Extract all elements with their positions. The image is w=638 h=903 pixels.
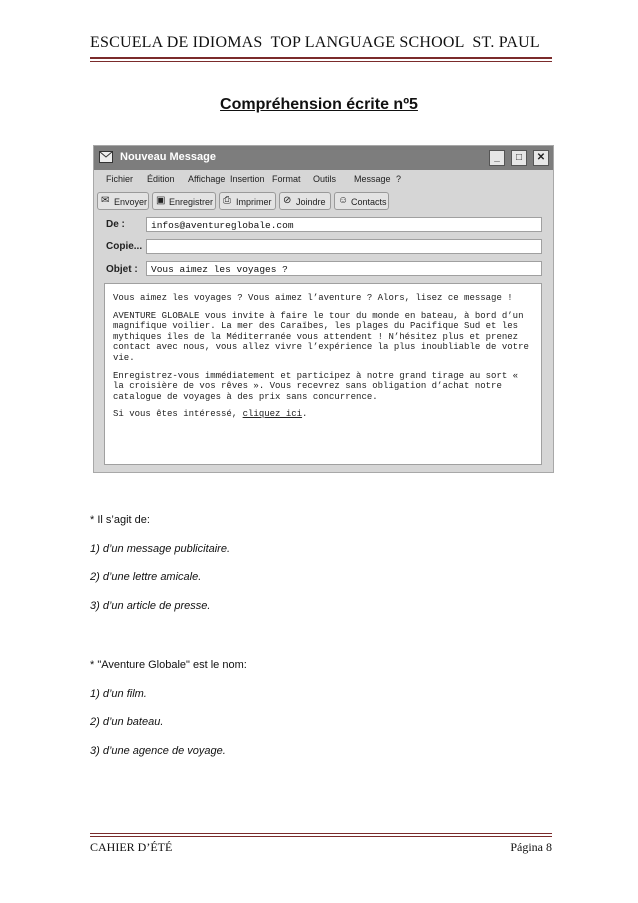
menu-insertion[interactable]: Insertion — [230, 174, 265, 184]
body-paragraph: Enregistrez-vous immédiatement et participez à notre grand tirage au sort « la croisière de vos rêves ». Vous recevrez sans obligation d’achat notre catalogue de voyages à des prix sans concurrence. — [113, 370, 519, 402]
save-icon: ▣ — [156, 195, 166, 206]
attach-button[interactable] — [279, 192, 331, 210]
question-2-option-1: 1) d’un film. — [90, 688, 147, 700]
menu-format[interactable]: Format — [272, 174, 301, 184]
question-2-prompt: * "Aventure Globale" est le nom: — [90, 659, 247, 671]
contacts-label: Contacts — [351, 197, 387, 207]
menu-affichage[interactable]: Affichage — [188, 174, 226, 184]
question-2-option-2: 2) d’un bateau. — [90, 716, 164, 728]
from-field[interactable]: infos@aventureglobale.com — [146, 217, 542, 232]
print-button[interactable] — [219, 192, 276, 210]
menu-bar — [94, 170, 553, 190]
subject-label: Objet : — [106, 264, 138, 275]
print-icon: ⎙ — [223, 195, 231, 206]
contacts-button[interactable] — [334, 192, 389, 210]
page-header: ESCUELA DE IDIOMAS TOP LANGUAGE SCHOOL ST. PAUL — [90, 34, 540, 51]
closing-text: Si vous êtes intéressé, — [113, 409, 243, 420]
save-label: Enregistrer — [169, 197, 214, 207]
subject-field[interactable]: Vous aimez les voyages ? — [146, 261, 542, 276]
close-button[interactable]: ✕ — [533, 150, 549, 166]
question-1-option-2: 2) d’une lettre amicale. — [90, 571, 202, 583]
save-button[interactable] — [152, 192, 216, 210]
footer-title: CAHIER D’ÉTÉ — [90, 840, 173, 854]
menu-help[interactable]: ? — [396, 174, 402, 184]
send-button[interactable] — [97, 192, 149, 210]
send-label: Envoyer — [114, 197, 148, 207]
question-2-option-3: 3) d’une agence de voyage. — [90, 745, 226, 757]
body-closing — [113, 409, 533, 420]
email-window — [93, 145, 554, 473]
page-number: Página 8 — [510, 840, 552, 854]
cc-field[interactable] — [146, 239, 542, 254]
body-paragraph: Vous aimez les voyages ? Vous aimez l’aventure ? Alors, lisez ce message ! — [113, 293, 513, 303]
send-icon: ✉ — [101, 195, 110, 206]
cc-label: Copie... — [106, 241, 143, 252]
header-rule — [90, 57, 552, 59]
message-body[interactable] — [104, 283, 542, 465]
menu-edition[interactable]: Édition — [147, 174, 175, 184]
attach-icon: ⊘ — [283, 195, 292, 206]
closing-punct: . — [302, 409, 308, 420]
attach-label: Joindre — [296, 197, 326, 207]
from-label: De : — [106, 219, 125, 230]
envelope-icon — [99, 151, 113, 163]
question-1-prompt: * Il s’agit de: — [90, 514, 150, 526]
minimize-button[interactable]: _ — [489, 150, 505, 166]
menu-outils[interactable]: Outils — [313, 174, 337, 184]
footer-rule-thin — [90, 836, 552, 837]
menu-fichier[interactable]: Fichier — [106, 174, 134, 184]
question-1-option-1: 1) d’un message publicitaire. — [90, 543, 231, 555]
window-titlebar[interactable] — [94, 146, 553, 170]
toolbar — [94, 191, 553, 213]
menu-message[interactable]: Message — [354, 174, 391, 184]
page-title: Compréhension écrite nº5 — [220, 96, 418, 113]
contacts-icon: ☺ — [338, 195, 349, 206]
footer-rule — [90, 833, 552, 834]
window-title: Nouveau Message — [120, 151, 216, 163]
header-rule-thin — [90, 61, 552, 62]
print-label: Imprimer — [236, 197, 272, 207]
click-here-link[interactable]: cliquez ici — [242, 409, 303, 420]
body-paragraph: AVENTURE GLOBALE vous invite à faire le tour du monde en bateau, à bord d’un magnifique voilier. La mer des Caraïbes, les plages du Pacifique Sud et les mythiques îles de la Méditerranée vous attendent ! N’hésitez plus et prenez contact avec nous, vous allez vivre l’expérience la plus inoubliable de votre vie. — [113, 310, 529, 363]
question-1-option-3: 3) d’un article de presse. — [90, 600, 211, 612]
maximize-button[interactable]: □ — [511, 150, 527, 166]
